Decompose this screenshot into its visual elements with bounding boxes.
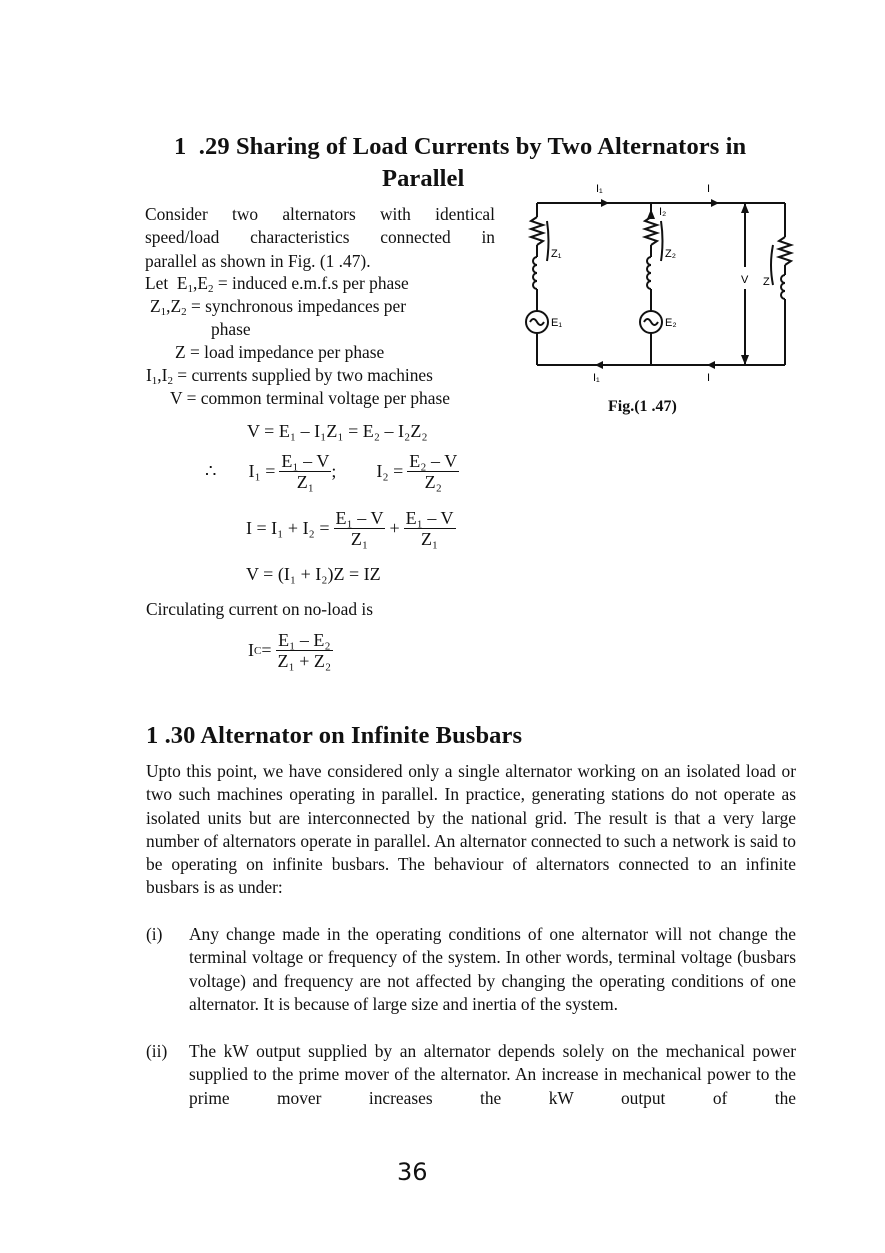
i-lhs: I = I₁ + I₂ = (246, 518, 330, 538)
list-item-ii (146, 1040, 796, 1110)
i1-numerator: E₁ – V (281, 451, 330, 471)
figure-caption: Fig.(1 .47) (608, 398, 677, 415)
currents-definition: = currents supplied by two machines (172, 365, 433, 385)
infinite-busbars-paragraph: Upto this point, we have considered only a single alternator working on an isolated load or two such machines operating in parallel. In practice, generating stations do not operate as isolated units but are interconnected by the national grid. The result is that a very large number of alternators operate in parallel. An alternator connected to such a network is said to be operating on infinite busbars. The behaviour of alternators connected to an infinite busbars is as under: (146, 761, 796, 898)
label-i2: I₂ (659, 206, 667, 218)
i1-fraction (279, 451, 331, 492)
plus-sign: + (389, 518, 400, 538)
circuit-diagram (505, 175, 795, 385)
label-i-top: I (707, 183, 711, 195)
equation-v-iz: V = (I₁ + I₂)Z = IZ (246, 564, 381, 584)
i-denominator-2: Z₁ (420, 529, 439, 549)
intro-paragraph (145, 203, 495, 273)
definition-emf: Let $E_1,E_2$ = induced e.m.f.s per phase (145, 273, 409, 295)
i1-denominator: Z₁ (296, 472, 314, 492)
ic-equals: = (261, 640, 272, 660)
definition-zs-cont: phase (211, 319, 251, 339)
ic-denominator: Z₁ + Z₂ (277, 651, 332, 671)
label-z1: Z₁ (551, 248, 562, 260)
label-i1-bottom: I₁ (593, 372, 600, 384)
label-e2: E₂ (665, 317, 677, 329)
intro-line: Consider two alternators with identical (145, 204, 495, 224)
list-text: The kW output supplied by an alternator depends solely on the mechanical power supplied to the prime mover of the alternator. An increase in mechanical power to the prime mover increases the kW output of the (189, 1041, 796, 1108)
list-marker: (ii) (146, 1041, 168, 1061)
equation-v: V = E₁ – I₁Z₁ = E₂ – I₂Z₂ (247, 421, 428, 441)
list-text: Any change made in the operating conditions of one alternator will not change the terminal voltage or frequency of the system. In other words, terminal voltage (busbars voltage) and frequency are not affected by changing the operating conditions of one alternator. It is because of large size and inertia of the system. (189, 924, 796, 1014)
ic-numerator: E₁ – E₂ (278, 630, 331, 650)
circulating-text: Circulating current on no-load is (146, 599, 373, 619)
list-marker: (i) (146, 924, 163, 944)
section-heading-cont: Parallel (382, 165, 465, 192)
label-v: V (741, 274, 749, 286)
therefore-symbol: ∴ (205, 461, 217, 481)
list-item-i (146, 923, 796, 1016)
zs-definition: = synchronous impedances per (186, 296, 407, 316)
i-fraction-1 (334, 508, 386, 549)
emf-definition: = induced e.m.f.s per phase (213, 273, 409, 293)
section-heading-2: 1 .30 Alternator on Infinite Busbars (146, 722, 523, 749)
label-e1: E₁ (551, 317, 563, 329)
definition-zs: $Z_1,Z_2$ = synchronous impedances per (150, 296, 407, 318)
intro-line: speed/load characteristics connected in (145, 227, 495, 248)
i2-fraction (407, 451, 459, 492)
label-z: Z (763, 276, 770, 288)
equation-ic: I C = $\frac{\text{E₁ – E₂}}{\text{Z₁ + Z₂}}$ (248, 630, 332, 671)
definition-v: V = common terminal voltage per phase (170, 388, 450, 408)
ic-fraction (276, 630, 334, 671)
label-i1-top: I₁ (596, 183, 603, 195)
label-z2: Z₂ (665, 248, 676, 260)
i2-numerator: E₂ – V (409, 451, 458, 471)
equation-i1-i2 (205, 451, 459, 492)
ic-lhs: I (248, 640, 254, 660)
equation-i-total (246, 508, 456, 549)
intro-line: parallel as shown in Fig. (1 .47). (145, 250, 371, 271)
i-numerator-1: E₁ – V (335, 508, 384, 528)
definition-currents: $I_1,I_2$ = currents supplied by two machines (146, 365, 433, 387)
i2-lhs: I₂ = (376, 461, 404, 481)
i2-denominator: Z₂ (424, 472, 442, 492)
separator: ; (331, 461, 337, 481)
let-word: Let (145, 273, 169, 293)
i-denominator-1: Z₁ (350, 529, 369, 549)
definition-z: Z = load impedance per phase (175, 342, 385, 362)
label-i-bottom: I (707, 372, 711, 384)
i-numerator-2: E₁ – V (405, 508, 454, 528)
i1-lhs: I₁ = (248, 461, 276, 481)
i-fraction-2 (404, 508, 456, 549)
page-number: 36 (397, 1158, 428, 1186)
section-heading: 1 .29 Sharing of Load Currents by Two Alternators in (174, 133, 747, 160)
